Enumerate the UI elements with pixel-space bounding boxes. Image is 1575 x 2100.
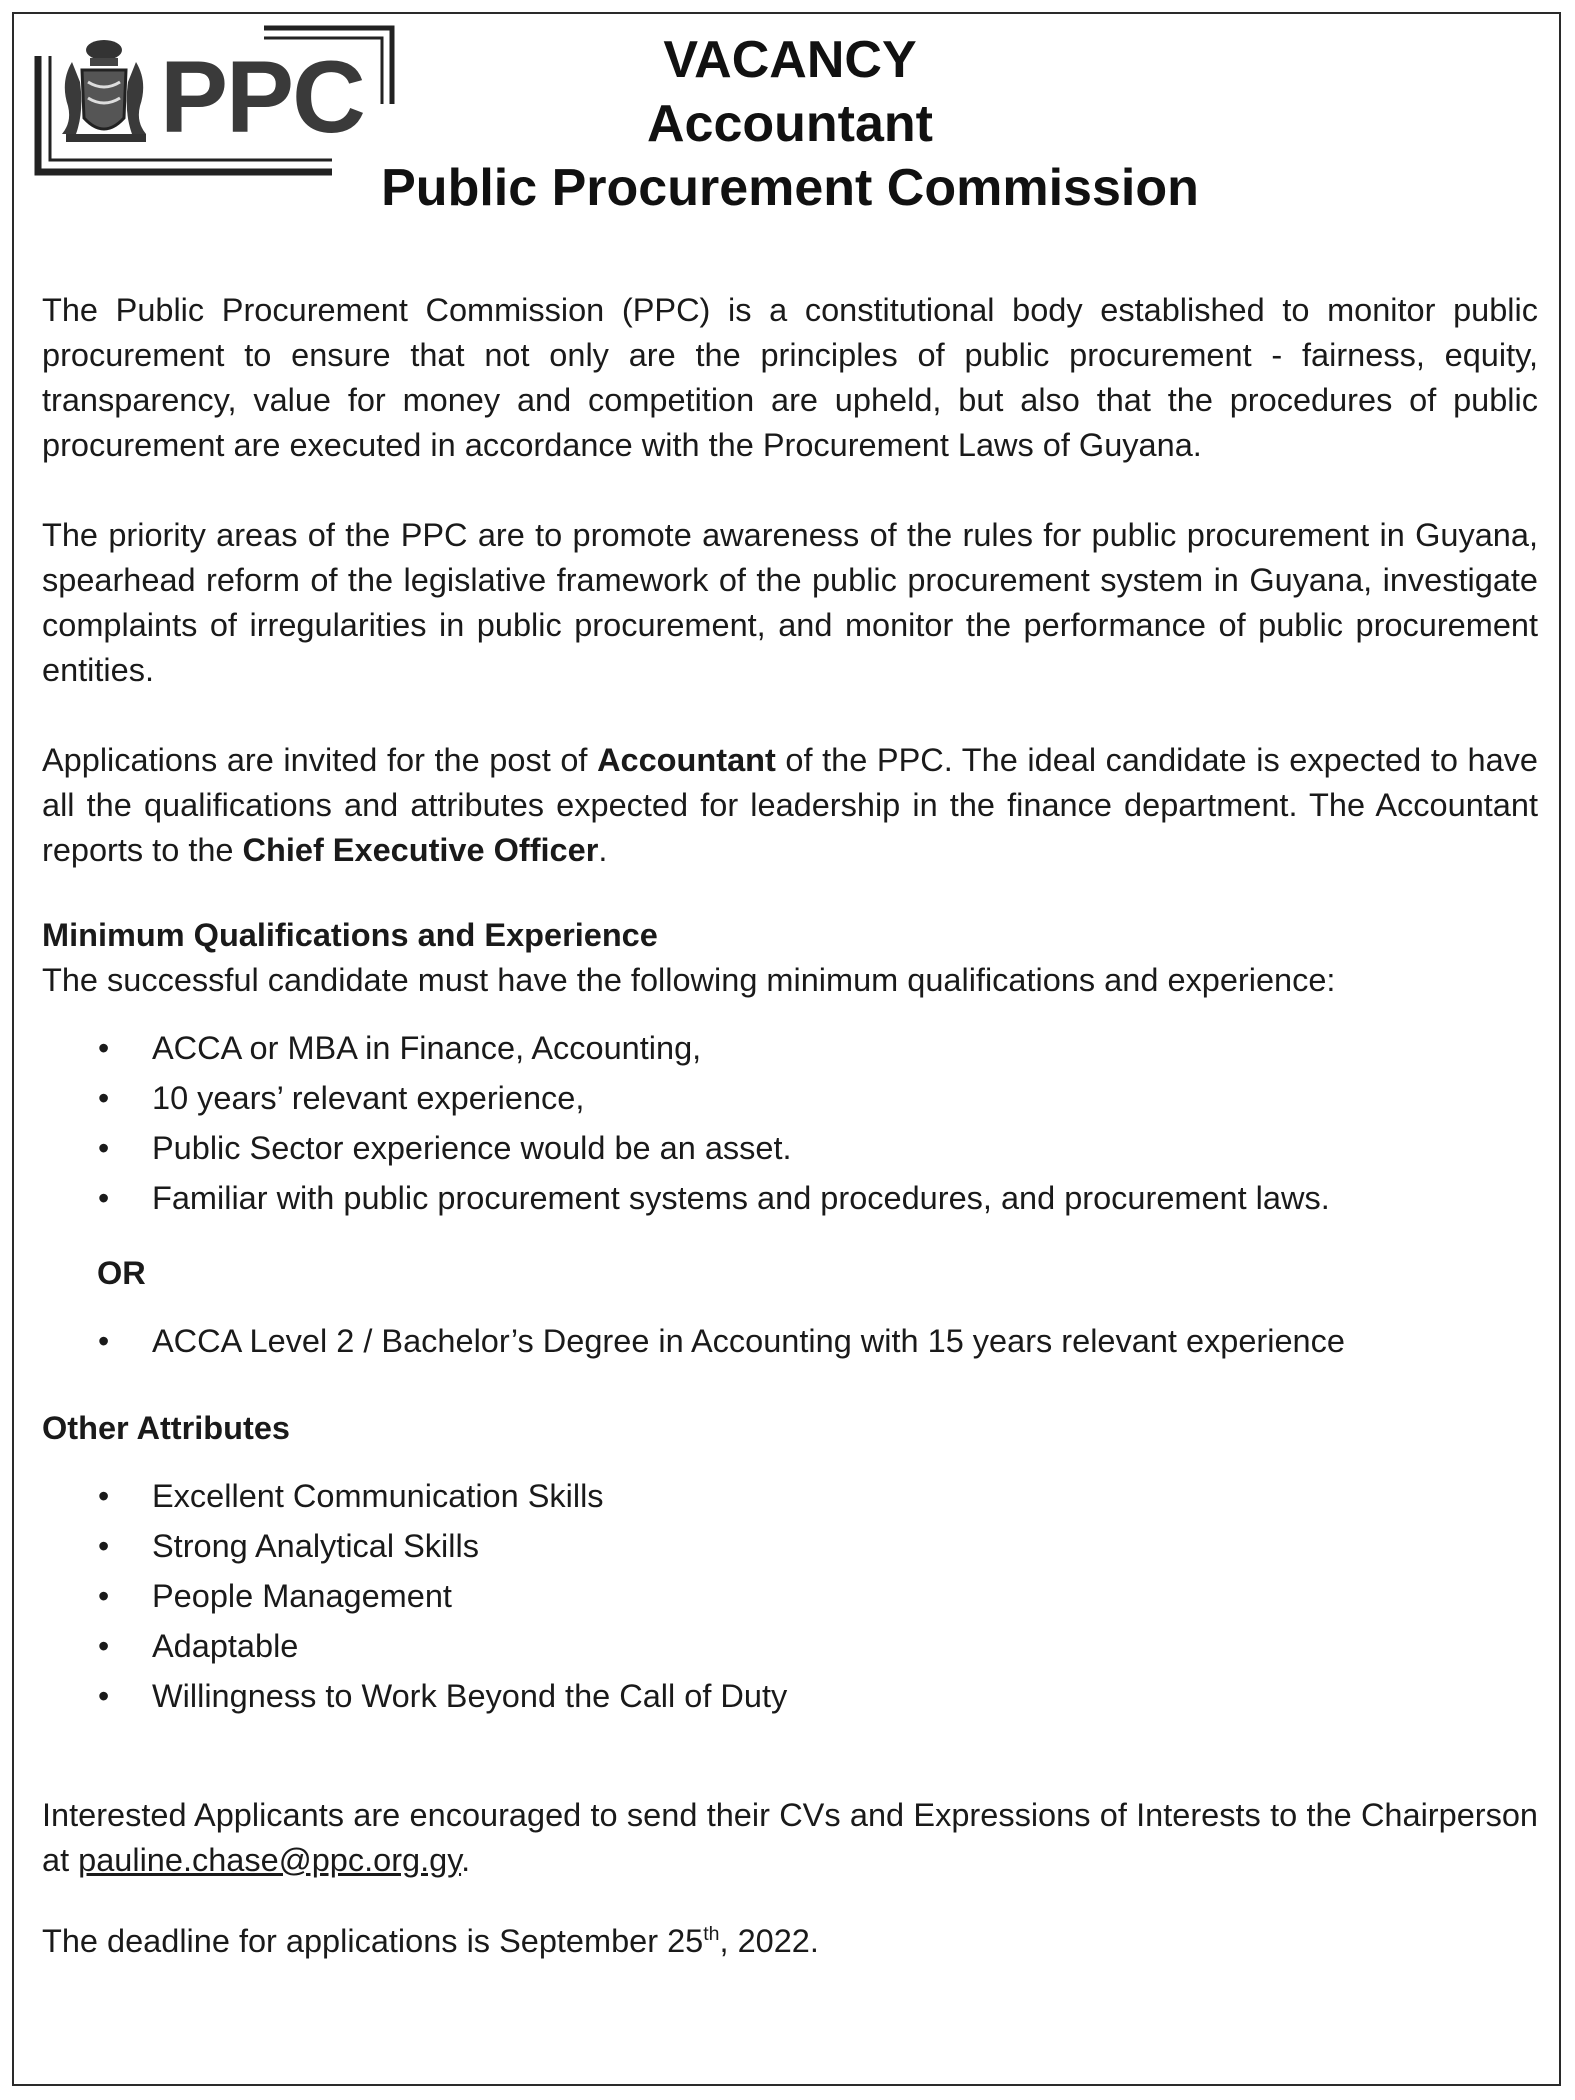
list-item <box>42 1073 1538 1123</box>
deadline-year: , 2022. <box>719 1923 819 1959</box>
list-item <box>42 1621 1538 1671</box>
email-link[interactable]: pauline.chase@ppc.org.gy <box>78 1842 462 1878</box>
list-item-text: Public Sector experience would be an asset. <box>152 1130 792 1166</box>
list-item-text: Excellent Communication Skills <box>152 1478 604 1514</box>
position-title: Accountant <box>647 95 933 153</box>
list-item <box>42 1173 1538 1223</box>
list-item <box>42 1471 1538 1521</box>
applications-paragraph <box>42 738 1538 873</box>
list-item-text: ACCA Level 2 / Bachelor’s Degree in Accounting with 15 years relevant experience <box>152 1323 1345 1359</box>
vacancy-heading: VACANCY <box>663 31 917 89</box>
advert-body <box>42 288 1538 1964</box>
bullet-icon: • <box>98 1478 110 1514</box>
ceo-emphasis: Chief Executive Officer <box>242 832 599 868</box>
contact-text: Interested Applicants are encouraged to send their CVs and Expressions of Interests to the Chairperson at <box>42 1797 1538 1878</box>
deadline-paragraph <box>42 1919 1538 1964</box>
alternative-qualifications-list <box>42 1316 1538 1366</box>
list-item-text: Willingness to Work Beyond the Call of Duty <box>152 1678 788 1714</box>
deadline-ordinal: th <box>703 1923 720 1946</box>
list-item <box>42 1671 1538 1721</box>
attributes-title: Other Attributes <box>42 1410 290 1446</box>
applications-text-3: . <box>598 832 608 868</box>
deadline-text: The deadline for applications is September 25 <box>42 1923 704 1959</box>
list-item-text: Strong Analytical Skills <box>152 1528 479 1564</box>
list-item <box>42 1316 1538 1366</box>
list-item <box>42 1571 1538 1621</box>
organization-name: Public Procurement Commission <box>381 159 1199 217</box>
attributes-list <box>42 1471 1538 1721</box>
intro-paragraph-2: The priority areas of the PPC are to promote awareness of the rules for public procurement in Guyana, spearhead reform of the legislative framework of the public procurement system in Guyana, investigate complaints of irregularities in public procurement, and monitor the performance of public procurement entities. <box>42 517 1538 688</box>
list-item <box>42 1123 1538 1173</box>
applications-text-1: Applications are invited for the post of <box>42 742 598 778</box>
list-item-text: 10 years’ relevant experience, <box>152 1080 585 1116</box>
bullet-icon: • <box>98 1030 110 1066</box>
list-item <box>42 1023 1538 1073</box>
accountant-emphasis: Accountant <box>597 742 776 778</box>
intro-paragraph-1: The Public Procurement Commission (PPC) is a constitutional body established to monitor public procurement to ensure that not only are the principles of public procurement - fairness, equity, transparency, value for money and competition are upheld, but also that the procedures of public procurement are executed in accordance with the Procurement Laws of Guyana. <box>42 292 1538 463</box>
bullet-icon: • <box>98 1628 110 1664</box>
list-item-text: Adaptable <box>152 1628 299 1664</box>
qualifications-lead: The successful candidate must have the following minimum qualifications and experience: <box>42 962 1336 998</box>
bullet-icon: • <box>98 1528 110 1564</box>
bullet-icon: • <box>98 1578 110 1614</box>
qualifications-list <box>42 1023 1538 1223</box>
list-item-text: Familiar with public procurement systems and procedures, and procurement laws. <box>152 1180 1330 1216</box>
list-item-text: ACCA or MBA in Finance, Accounting, <box>152 1030 702 1066</box>
bullet-icon: • <box>98 1678 110 1714</box>
bullet-icon: • <box>98 1323 110 1359</box>
contact-end: . <box>461 1842 471 1878</box>
applications-text-2: of the PPC. The ideal candidate is expected to have all the qualifications and attributes expected for leadership in the finance department. The Accountant reports to the <box>42 742 1539 868</box>
contact-paragraph <box>42 1793 1538 1883</box>
vacancy-header <box>330 28 1250 220</box>
bullet-icon: • <box>98 1080 110 1116</box>
list-item <box>42 1521 1538 1571</box>
bullet-icon: • <box>98 1180 110 1216</box>
bullet-icon: • <box>98 1130 110 1166</box>
list-item-text: People Management <box>152 1578 452 1614</box>
coat-of-arms-icon <box>62 40 146 142</box>
or-separator: OR <box>97 1255 146 1291</box>
qualifications-title: Minimum Qualifications and Experience <box>42 917 658 953</box>
logo-text: PPC <box>160 40 364 154</box>
